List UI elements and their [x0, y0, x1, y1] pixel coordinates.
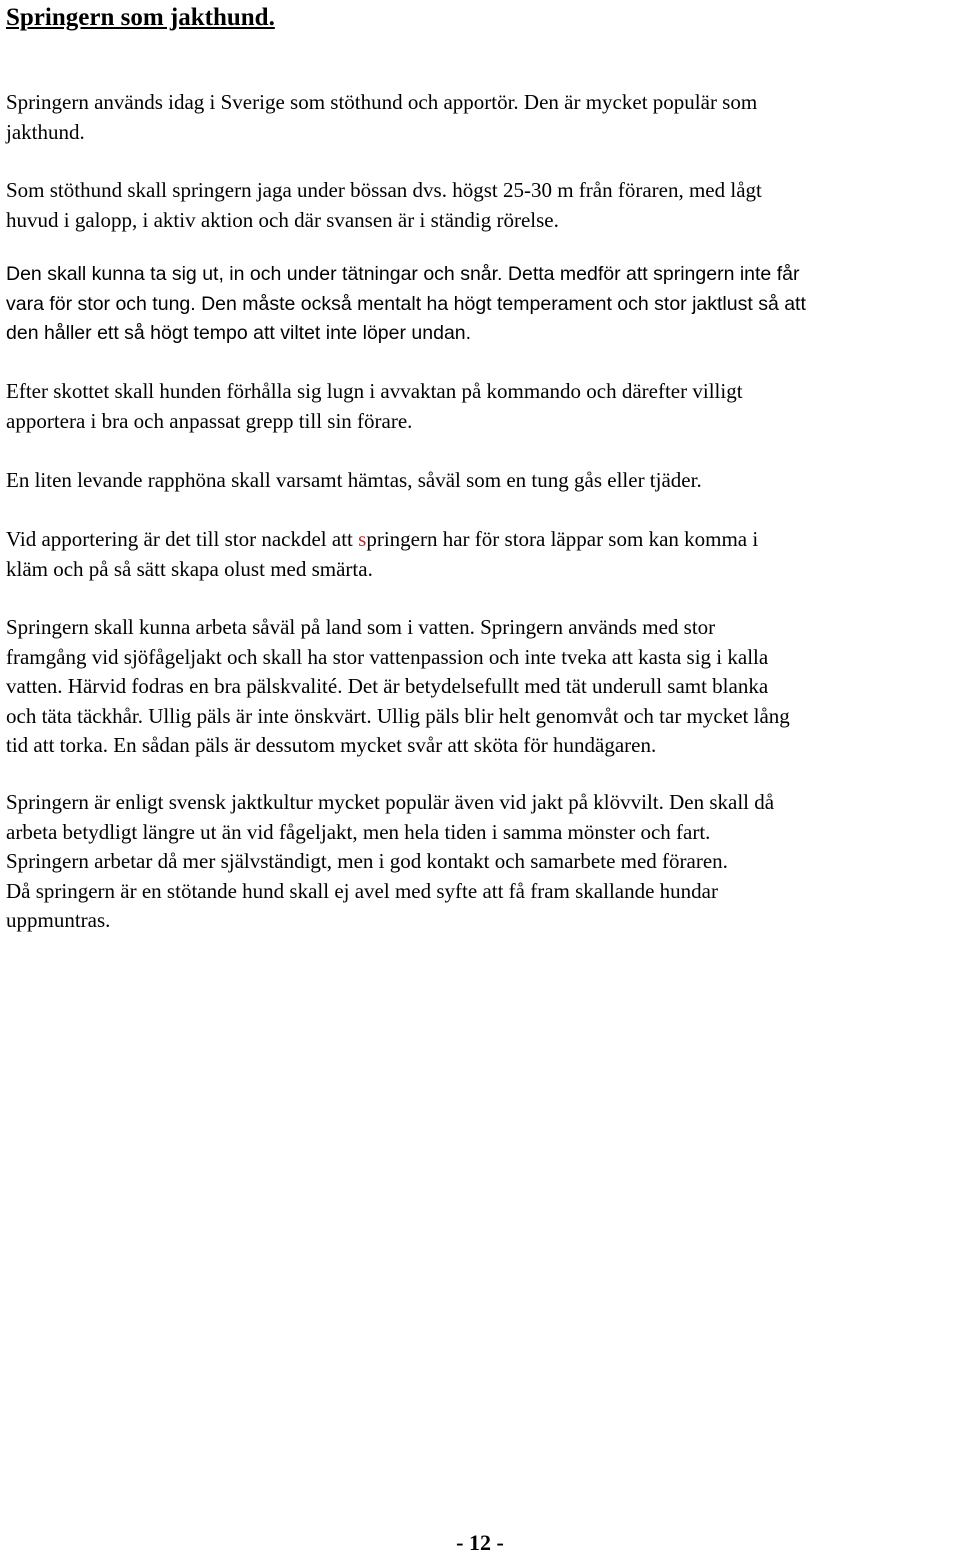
text-line: Springern används idag i Sverige som stöthund och apportör. Den är mycket populär som	[6, 90, 758, 114]
text-line: arbeta betydligt längre ut än vid fågeljakt, men hela tiden i samma mönster och fart.	[6, 819, 711, 844]
text-line: Den skall kunna ta sig ut, in och under tätningar och snår. Detta medför att springern inte får	[6, 263, 800, 285]
text-line: huvud i galopp, i aktiv aktion och där svansen är i ständig rörelse.	[6, 207, 559, 232]
text-line: tid att torka. En sådan päls är dessutom mycket svår att sköta för hundägaren.	[6, 733, 657, 757]
text-line: Efter skottet skall hunden förhålla sig lugn i avvaktan på kommando och därefter villigt	[6, 379, 743, 403]
paragraph-vatten	[6, 613, 960, 761]
text-line: vatten. Härvid fodras en bra pälskvalité. Det är betydelsefullt med tät underull samt blanka	[6, 674, 769, 698]
text-line: apportera i bra och anpassat grepp till sin förare.	[6, 408, 413, 433]
highlighted-letter: s	[358, 527, 367, 551]
paragraph-rapphona	[6, 466, 960, 496]
text-line: jakthund.	[6, 119, 85, 144]
paragraph-klovvilt	[6, 788, 960, 936]
text-fragment: Vid apportering är det till stor nackdel att	[6, 527, 359, 551]
text-line: En liten levande rapphöna skall varsamt hämtas, såväl som en tung gås eller tjäder.	[6, 468, 702, 492]
text-line: vara för stor och tung. Den måste också mentalt ha högt temperament och stor jaktlust så att	[6, 292, 806, 315]
paragraph-tatningar	[6, 260, 960, 349]
text-line: Springern arbetar då mer självständigt, men i god kontakt och samarbete med föraren.	[6, 849, 728, 873]
text-line: Springern är enligt svensk jaktkultur mycket populär även vid jakt på klövvilt. Den skall då	[6, 790, 775, 814]
paragraph-intro	[6, 88, 960, 147]
text-line: Då springern är en stötande hund skall ej avel med syfte att få fram skallande hundar	[6, 878, 719, 903]
text-line	[6, 525, 960, 555]
page-title: Springern som jakthund.	[6, 4, 275, 31]
text-line: Som stöthund skall springern jaga under bössan dvs. högst 25-30 m från föraren, med lågt	[6, 178, 762, 202]
text-line: framgång vid sjöfågeljakt och skall ha stor vattenpassion och inte tveka att kasta sig i kalla	[6, 644, 769, 669]
text-line: kläm och på så sätt skapa olust med smärta.	[6, 556, 373, 581]
text-fragment: pringern har för stora läppar som kan komma i	[366, 527, 759, 551]
text-line: den håller ett så högt tempo att viltet inte löper undan.	[6, 322, 472, 344]
text-line: och täta täckhår. Ullig päls är inte önskvärt. Ullig päls blir helt genomvåt och tar mycket lång	[6, 703, 790, 728]
text-line: uppmuntras.	[6, 908, 111, 932]
paragraph-stothund	[6, 176, 960, 235]
page-number: - 12 -	[456, 1530, 504, 1555]
text-line: Springern skall kunna arbeta såväl på land som i vatten. Springern används med stor	[6, 615, 716, 639]
paragraph-efter-skottet	[6, 377, 960, 436]
paragraph-apportering	[6, 525, 960, 584]
